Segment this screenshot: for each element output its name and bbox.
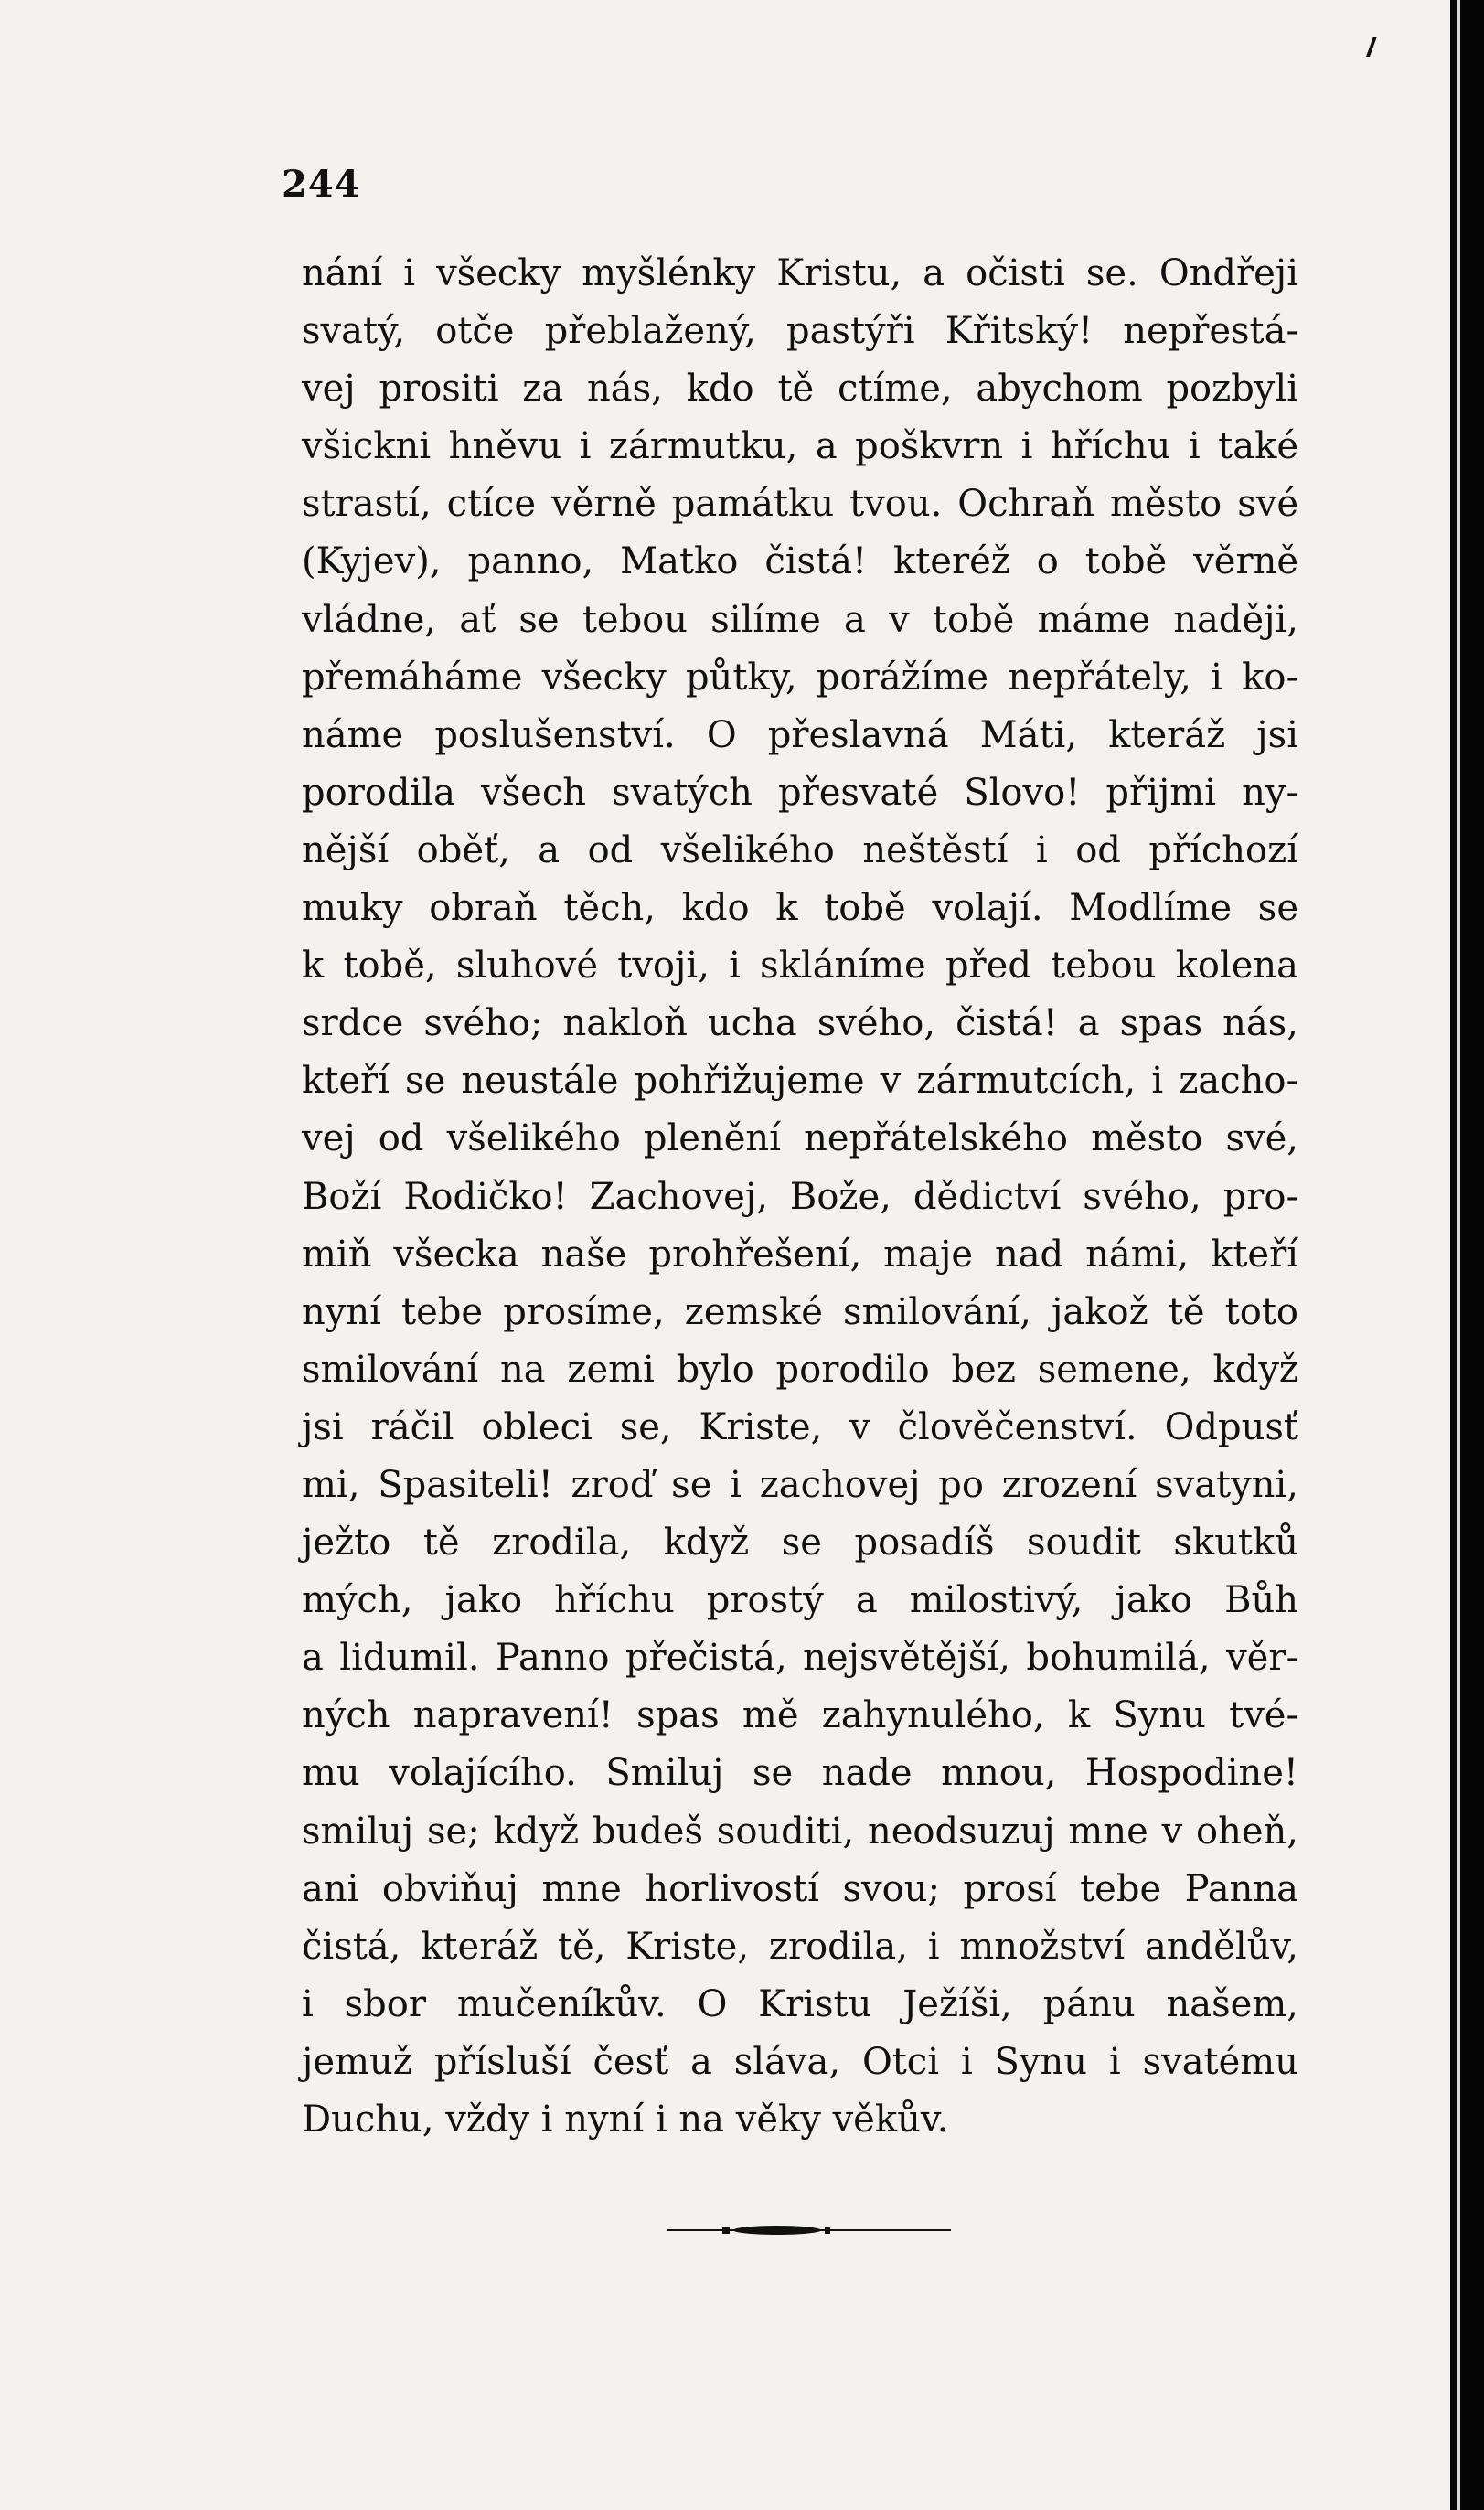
text-line: miň všecka naše prohřešení, maje nad námi, kteří [302, 1233, 1298, 1276]
text-line: přemáháme všecky půtky, porážíme nepřátely, i ko- [302, 656, 1298, 699]
text-line: nání i všecky myšlénky Kristu, a očisti se. Ondřeji [302, 252, 1298, 294]
text-line: k tobě, sluhové tvoji, i skláníme před tebou kolena [302, 945, 1298, 988]
scan-border-line [1457, 0, 1460, 2510]
text-line: svatý, otče přeblažený, pastýři Křitský! nepřestá- [302, 310, 1298, 353]
text-line: mu volajícího. Smiluj se nade mnou, Hospodine! [302, 1752, 1298, 1795]
text-line: nyní tebe prosíme, zemské smilování, jakož tě toto [302, 1290, 1298, 1333]
text-line: srdce svého; nakloň ucha svého, čistá! a spas nás, [302, 1002, 1298, 1045]
text-line: porodila všech svatých přesvaté Slovo! přijmi ny- [302, 771, 1298, 814]
text-line: nější oběť, a od všelikého neštěstí i od příchozí [302, 828, 1298, 871]
text-line: vej prositi za nás, kdo tě ctíme, abychom pozbyli [302, 368, 1298, 411]
text-line: ani obviňuj mne horlivostí svou; prosí tebe Panna [302, 1867, 1298, 1910]
page-number: 244 [282, 163, 361, 206]
text-line: náme poslušenství. O přeslavná Máti, kteráž jsi [302, 713, 1298, 756]
text-line: a lidumil. Panno přečistá, nejsvětější, bohumilá, věr- [302, 1637, 1298, 1680]
text-line: Duchu, vždy i nyní i na věky věkův. [302, 2099, 949, 2141]
text-line: i sbor mučeníkův. O Kristu Ježíši, pánu našem, [302, 1982, 1298, 2025]
body-text [302, 245, 1298, 2149]
scan-border [1450, 0, 1484, 2510]
ornamental-divider [667, 2224, 951, 2237]
text-line: strastí, ctíce věrně památku tvou. Ochraň město své [302, 483, 1298, 526]
text-line: čistá, kteráž tě, Kriste, zrodila, i množství andělův, [302, 1925, 1298, 1968]
text-line: kteří se neustále pohřižujeme v zármutcích, i zacho- [302, 1060, 1298, 1103]
text-line: (Kyjev), panno, Matko čistá! kteréž o tobě věrně [302, 540, 1298, 583]
text-line: všickni hněvu i zármutku, a poškvrn i hříchu i také [302, 425, 1298, 468]
text-line: mých, jako hříchu prostý a milostivý, jako Bůh [302, 1579, 1298, 1622]
text-line: vej od všelikého plenění nepřátelského město své, [302, 1117, 1298, 1160]
text-line: muky obraň těch, kdo k tobě volají. Modlíme se [302, 887, 1298, 930]
text-line: Boží Rodičko! Zachovej, Bože, dědictví svého, pro- [302, 1175, 1298, 1218]
text-line: smilování na zemi bylo porodilo bez semene, když [302, 1348, 1298, 1391]
text-line: jsi ráčil obleci se, Kriste, v člověčenství. Odpusť [302, 1405, 1298, 1448]
text-line: jemuž přísluší česť a sláva, Otci i Synu i svatému [302, 2040, 1298, 2083]
text-line: ježto tě zrodila, když se posadíš soudit skutků [302, 1522, 1298, 1565]
text-line: mi, Spasiteli! zroď se i zachovej po zrození svatyni, [302, 1463, 1298, 1506]
text-line: ných napravení! spas mě zahynulého, k Synu tvé- [302, 1694, 1298, 1737]
text-line: vládne, ať se tebou silíme a v tobě máme naději, [302, 598, 1298, 641]
text-line: smiluj se; když budeš souditi, neodsuzuj mne v oheň, [302, 1810, 1298, 1853]
